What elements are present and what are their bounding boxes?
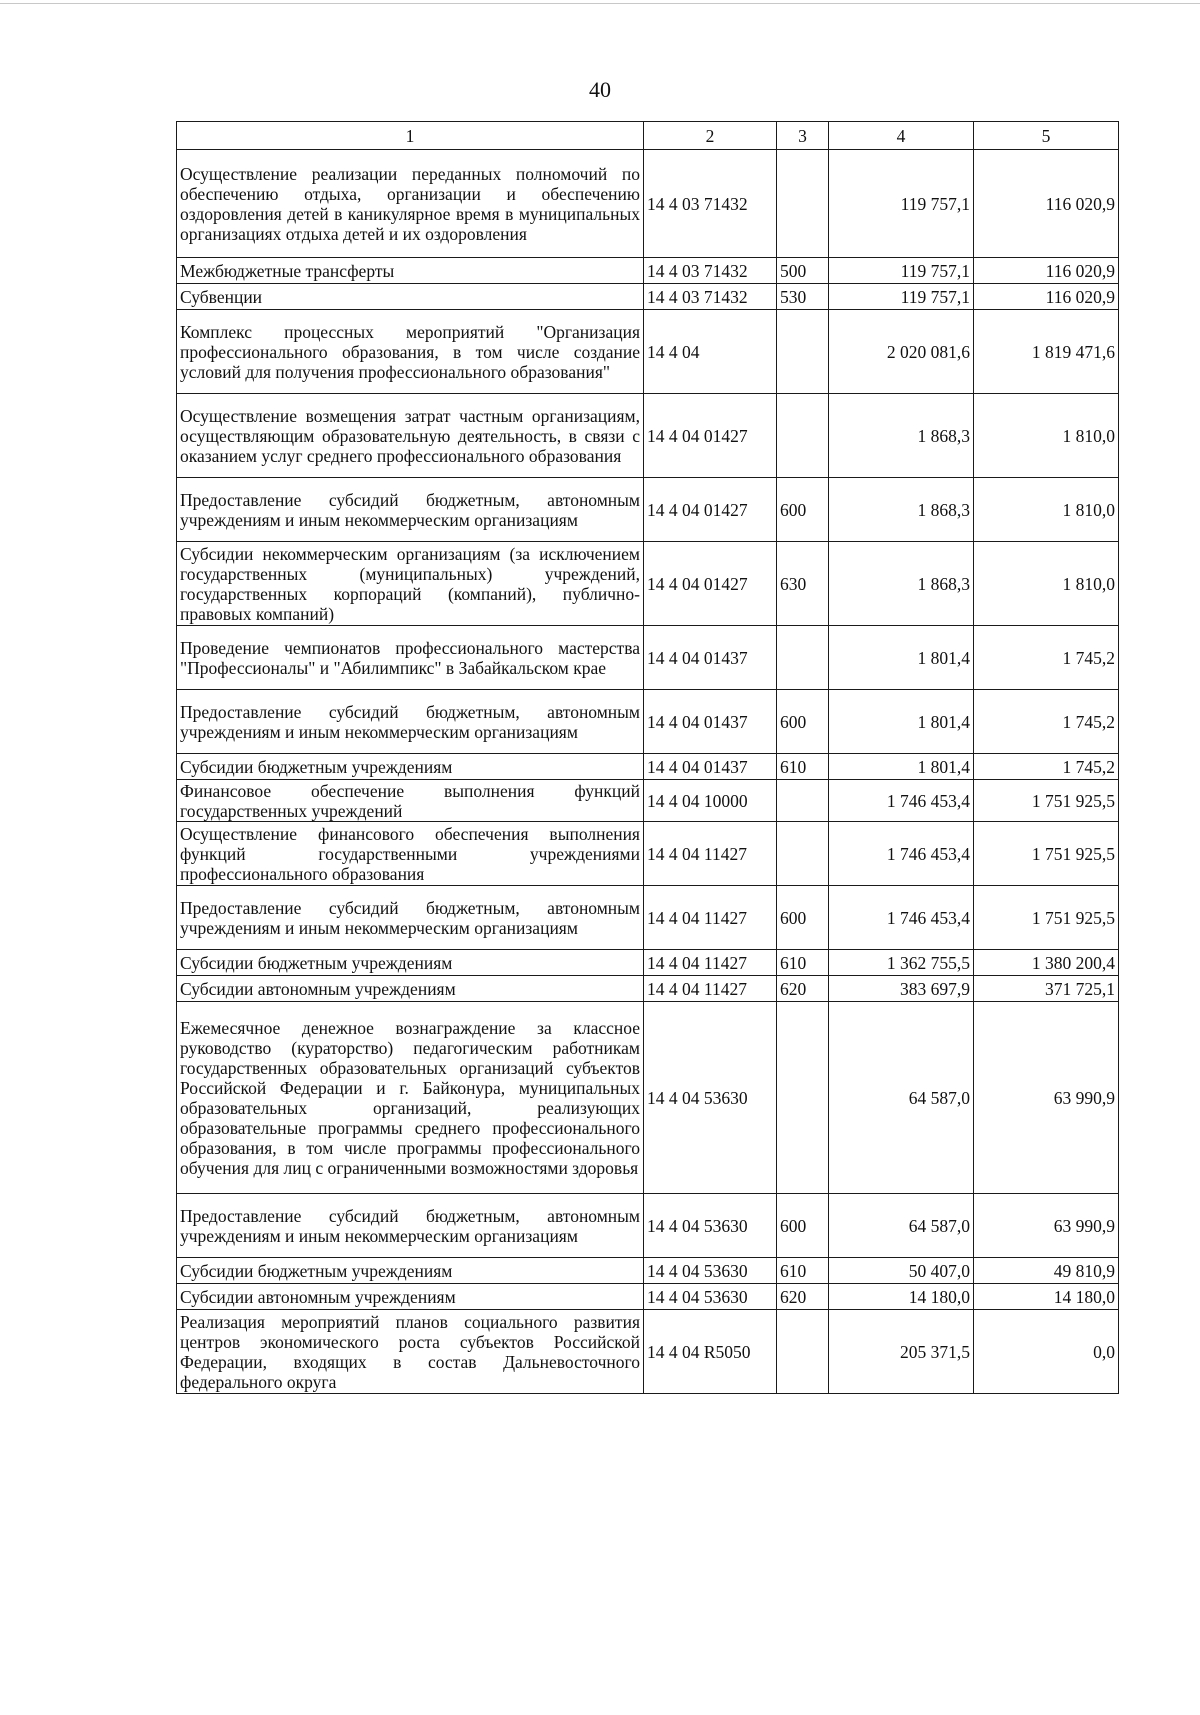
row-amount-year1-cell: 1 801,4	[829, 690, 974, 754]
row-name-cell: Субсидии бюджетным учреждениям	[177, 754, 644, 780]
row-code-cell: 14 4 04 11427	[644, 822, 777, 886]
row-expense-type-cell	[777, 310, 829, 394]
row-code-cell: 14 4 04 01427	[644, 478, 777, 542]
row-code-cell: 14 4 04 01437	[644, 690, 777, 754]
row-amount-year2-cell: 49 810,9	[974, 1258, 1119, 1284]
table-row	[177, 1284, 1119, 1310]
row-name-cell: Субсидии бюджетным учреждениям	[177, 950, 644, 976]
row-amount-year2-cell: 1 751 925,5	[974, 822, 1119, 886]
table-row	[177, 754, 1119, 780]
row-name-cell: Комплекс процессных мероприятий "Организация профессионального образования, в том числе создание условий для получения профессионального образования"	[177, 310, 644, 394]
row-name-cell: Осуществление реализации переданных полномочий по обеспечению отдыха, организации и обеспечению оздоровления детей в каникулярное время в муниципальных организациях отдыха детей и их оздоровления	[177, 150, 644, 258]
row-amount-year1-cell: 2 020 081,6	[829, 310, 974, 394]
row-amount-year2-cell: 1 810,0	[974, 394, 1119, 478]
row-code-cell: 14 4 04	[644, 310, 777, 394]
column-header-5: 5	[974, 122, 1119, 150]
row-code-cell: 14 4 04 53630	[644, 1002, 777, 1194]
table-row	[177, 478, 1119, 542]
row-code-cell: 14 4 04 11427	[644, 950, 777, 976]
row-name-cell: Финансовое обеспечение выполнения функций государственных учреждений	[177, 780, 644, 822]
table-header-row	[177, 122, 1119, 150]
column-header-1: 1	[177, 122, 644, 150]
row-name-cell: Реализация мероприятий планов социального развития центров экономического роста субъектов Российской Федерации, входящих в состав Дальневосточного федерального округа	[177, 1310, 644, 1394]
table-row	[177, 690, 1119, 754]
row-code-cell: 14 4 04 01427	[644, 542, 777, 626]
row-code-cell: 14 4 03 71432	[644, 258, 777, 284]
row-name-cell: Ежемесячное денежное вознаграждение за классное руководство (кураторство) педагогическим работникам государственных образовательных организаций субъектов Российской Федерации и г. Байконура, муниципальных образовательных организаций, реализующих образовательные программы среднего профессионального образования, в том числе программы профессионального обучения для лиц с ограниченными возможностями здоровья	[177, 1002, 644, 1194]
row-expense-type-cell: 600	[777, 690, 829, 754]
row-amount-year1-cell: 1 801,4	[829, 626, 974, 690]
row-amount-year1-cell: 1 801,4	[829, 754, 974, 780]
row-amount-year2-cell: 116 020,9	[974, 258, 1119, 284]
row-amount-year2-cell: 1 751 925,5	[974, 886, 1119, 950]
row-code-cell: 14 4 03 71432	[644, 284, 777, 310]
row-code-cell: 14 4 04 01427	[644, 394, 777, 478]
row-name-cell: Осуществление финансового обеспечения выполнения функций государственными учреждениями профессионального образования	[177, 822, 644, 886]
row-amount-year1-cell: 1 746 453,4	[829, 886, 974, 950]
row-name-cell: Субсидии автономным учреждениям	[177, 976, 644, 1002]
row-expense-type-cell: 610	[777, 1258, 829, 1284]
row-expense-type-cell: 600	[777, 478, 829, 542]
row-code-cell: 14 4 04 10000	[644, 780, 777, 822]
row-amount-year1-cell: 1 746 453,4	[829, 780, 974, 822]
row-code-cell: 14 4 04 11427	[644, 886, 777, 950]
row-amount-year2-cell: 1 745,2	[974, 690, 1119, 754]
row-amount-year1-cell: 1 362 755,5	[829, 950, 974, 976]
row-expense-type-cell	[777, 1310, 829, 1394]
row-code-cell: 14 4 04 R5050	[644, 1310, 777, 1394]
table-row	[177, 822, 1119, 886]
row-amount-year1-cell: 205 371,5	[829, 1310, 974, 1394]
row-amount-year2-cell: 371 725,1	[974, 976, 1119, 1002]
row-amount-year1-cell: 1 868,3	[829, 542, 974, 626]
row-code-cell: 14 4 04 53630	[644, 1258, 777, 1284]
row-amount-year1-cell: 14 180,0	[829, 1284, 974, 1310]
row-name-cell: Межбюджетные трансферты	[177, 258, 644, 284]
row-amount-year2-cell: 1 810,0	[974, 542, 1119, 626]
row-expense-type-cell	[777, 780, 829, 822]
row-amount-year1-cell: 1 868,3	[829, 478, 974, 542]
row-code-cell: 14 4 04 01437	[644, 626, 777, 690]
row-amount-year2-cell: 1 751 925,5	[974, 780, 1119, 822]
row-amount-year2-cell: 1 819 471,6	[974, 310, 1119, 394]
column-header-2: 2	[644, 122, 777, 150]
row-amount-year1-cell: 64 587,0	[829, 1002, 974, 1194]
table-row	[177, 310, 1119, 394]
scan-edge-line	[0, 3, 1200, 4]
row-amount-year2-cell: 63 990,9	[974, 1002, 1119, 1194]
column-header-4: 4	[829, 122, 974, 150]
row-expense-type-cell: 610	[777, 754, 829, 780]
row-expense-type-cell	[777, 626, 829, 690]
row-expense-type-cell: 530	[777, 284, 829, 310]
budget-table	[176, 121, 1119, 1394]
row-amount-year1-cell: 1 868,3	[829, 394, 974, 478]
row-expense-type-cell	[777, 1002, 829, 1194]
row-name-cell: Предоставление субсидий бюджетным, автономным учреждениям и иным некоммерческим организациям	[177, 690, 644, 754]
row-amount-year1-cell: 383 697,9	[829, 976, 974, 1002]
table-row	[177, 284, 1119, 310]
row-amount-year2-cell: 1 810,0	[974, 478, 1119, 542]
table-row	[177, 150, 1119, 258]
row-amount-year1-cell: 1 746 453,4	[829, 822, 974, 886]
row-amount-year1-cell: 50 407,0	[829, 1258, 974, 1284]
row-amount-year2-cell: 0,0	[974, 1310, 1119, 1394]
row-expense-type-cell: 600	[777, 886, 829, 950]
row-name-cell: Субвенции	[177, 284, 644, 310]
row-expense-type-cell: 630	[777, 542, 829, 626]
row-name-cell: Предоставление субсидий бюджетным, автономным учреждениям и иным некоммерческим организациям	[177, 886, 644, 950]
row-name-cell: Осуществление возмещения затрат частным организациям, осуществляющим образовательную деятельность, в связи с оказанием услуг среднего профессионального образования	[177, 394, 644, 478]
row-name-cell: Проведение чемпионатов профессионального мастерства "Профессионалы" и "Абилимпикс" в Забайкальском крае	[177, 626, 644, 690]
row-amount-year2-cell: 116 020,9	[974, 150, 1119, 258]
page-number: 40	[589, 77, 611, 102]
table-row	[177, 1258, 1119, 1284]
table-row	[177, 542, 1119, 626]
table-row	[177, 394, 1119, 478]
table-row	[177, 1194, 1119, 1258]
table-row	[177, 780, 1119, 822]
row-amount-year1-cell: 64 587,0	[829, 1194, 974, 1258]
row-amount-year1-cell: 119 757,1	[829, 284, 974, 310]
table-row	[177, 1002, 1119, 1194]
row-amount-year2-cell: 1 745,2	[974, 754, 1119, 780]
row-expense-type-cell: 600	[777, 1194, 829, 1258]
row-expense-type-cell: 610	[777, 950, 829, 976]
row-amount-year2-cell: 14 180,0	[974, 1284, 1119, 1310]
table-row	[177, 626, 1119, 690]
row-amount-year1-cell: 119 757,1	[829, 258, 974, 284]
row-code-cell: 14 4 04 01437	[644, 754, 777, 780]
table-row	[177, 1310, 1119, 1394]
row-code-cell: 14 4 04 53630	[644, 1284, 777, 1310]
row-expense-type-cell: 620	[777, 976, 829, 1002]
row-expense-type-cell	[777, 394, 829, 478]
table-row	[177, 886, 1119, 950]
row-name-cell: Предоставление субсидий бюджетным, автономным учреждениям и иным некоммерческим организациям	[177, 478, 644, 542]
table-row	[177, 950, 1119, 976]
row-code-cell: 14 4 03 71432	[644, 150, 777, 258]
table-row	[177, 976, 1119, 1002]
row-amount-year2-cell: 1 380 200,4	[974, 950, 1119, 976]
row-name-cell: Предоставление субсидий бюджетным, автономным учреждениям и иным некоммерческим организациям	[177, 1194, 644, 1258]
row-expense-type-cell: 620	[777, 1284, 829, 1310]
row-code-cell: 14 4 04 11427	[644, 976, 777, 1002]
row-expense-type-cell: 500	[777, 258, 829, 284]
table-row	[177, 258, 1119, 284]
column-header-3: 3	[777, 122, 829, 150]
row-expense-type-cell	[777, 150, 829, 258]
row-amount-year1-cell: 119 757,1	[829, 150, 974, 258]
row-amount-year2-cell: 63 990,9	[974, 1194, 1119, 1258]
row-expense-type-cell	[777, 822, 829, 886]
row-code-cell: 14 4 04 53630	[644, 1194, 777, 1258]
row-name-cell: Субсидии некоммерческим организациям (за исключением государственных (муниципальных) учреждений, государственных корпораций (компаний), публично-правовых компаний)	[177, 542, 644, 626]
row-name-cell: Субсидии бюджетным учреждениям	[177, 1258, 644, 1284]
row-amount-year2-cell: 116 020,9	[974, 284, 1119, 310]
row-amount-year2-cell: 1 745,2	[974, 626, 1119, 690]
row-name-cell: Субсидии автономным учреждениям	[177, 1284, 644, 1310]
